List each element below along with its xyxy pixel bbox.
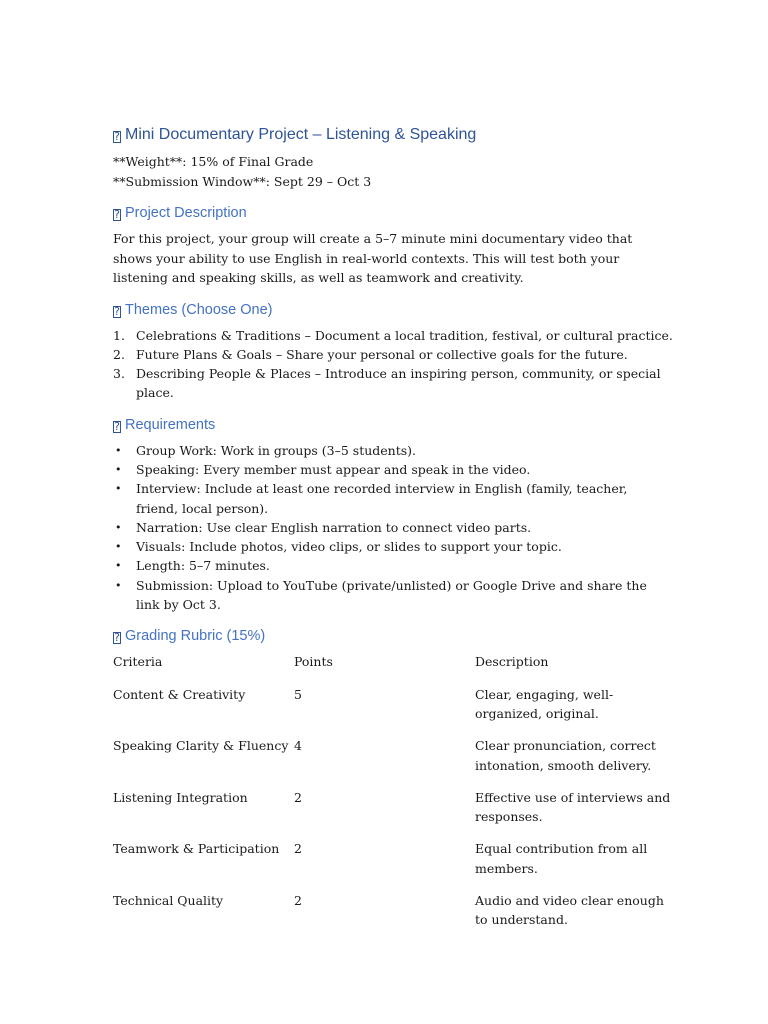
requirements-heading-text: Requirements bbox=[125, 416, 216, 433]
document-title-text: Mini Documentary Project – Listening & Speaking bbox=[125, 126, 477, 143]
list-item bbox=[113, 556, 673, 575]
themes-heading-text: Themes (Choose One) bbox=[125, 301, 273, 318]
list-item-text: Visuals: Include photos, video clips, or slides to support your topic. bbox=[136, 539, 562, 555]
grading-rubric-heading bbox=[113, 626, 673, 646]
list-item bbox=[113, 479, 673, 518]
list-item bbox=[113, 537, 673, 556]
document-page bbox=[113, 124, 673, 943]
list-item bbox=[113, 576, 673, 615]
table-row bbox=[113, 891, 673, 943]
list-number: 1. bbox=[113, 327, 125, 343]
missing-emoji-icon: ? bbox=[114, 631, 120, 645]
list-item-text: Narration: Use clear English narration to connect video parts. bbox=[136, 519, 532, 535]
missing-emoji-icon: ? bbox=[114, 208, 120, 221]
table-header-row bbox=[113, 652, 673, 684]
list-item bbox=[113, 460, 673, 479]
table-row bbox=[113, 839, 673, 891]
list-item-text: Celebrations & Traditions – Document a local tradition, festival, or cultural practice. bbox=[136, 327, 673, 343]
description-cell: Effective use of interviews and responses. bbox=[475, 789, 671, 825]
list-item-text: Interview: Include at least one recorded interview in English (family, teacher, friend, local person). bbox=[136, 481, 628, 516]
list-item-text: Describing People & Places – Introduce an inspiring person, community, or special place. bbox=[136, 366, 661, 401]
list-item-text: Submission: Upload to YouTube (private/unlisted) or Google Drive and share the link by Oct 3. bbox=[136, 577, 647, 613]
table-row bbox=[113, 736, 673, 788]
list-item bbox=[113, 441, 673, 460]
points-cell: 4 bbox=[294, 738, 302, 754]
list-number: 2. bbox=[113, 346, 125, 362]
bullet-icon: • bbox=[115, 520, 122, 534]
points-cell: 2 bbox=[294, 893, 302, 909]
list-item-text: Speaking: Every member must appear and speak in the video. bbox=[136, 461, 531, 477]
list-item bbox=[113, 518, 673, 537]
points-cell: 5 bbox=[294, 686, 302, 702]
description-cell: Clear, engaging, well-organized, original. bbox=[475, 686, 614, 721]
list-number: 3. bbox=[113, 366, 125, 382]
column-header-description: Description bbox=[475, 654, 549, 670]
list-item-text: Length: 5–7 minutes. bbox=[136, 558, 270, 574]
bullet-icon: • bbox=[115, 462, 122, 476]
list-item-text: Group Work: Work in groups (3–5 students). bbox=[136, 442, 417, 458]
bullet-icon: • bbox=[115, 482, 122, 496]
grading-rubric-heading-text: Grading Rubric (15%) bbox=[125, 628, 266, 645]
description-cell: Clear pronunciation, correct intonation, smooth delivery. bbox=[475, 738, 656, 773]
bullet-icon: • bbox=[115, 578, 122, 592]
description-cell: Audio and video clear enough to understand. bbox=[475, 893, 664, 928]
missing-emoji-icon: ? bbox=[114, 304, 120, 318]
criteria-cell: Teamwork & Participation bbox=[113, 841, 280, 857]
list-item bbox=[113, 345, 673, 364]
missing-emoji-icon: ? bbox=[114, 419, 120, 433]
requirements-heading bbox=[113, 415, 673, 435]
requirements-list bbox=[113, 441, 673, 615]
description-cell: Equal contribution from all members. bbox=[475, 841, 648, 876]
points-cell: 2 bbox=[294, 789, 302, 805]
missing-emoji-icon: ? bbox=[114, 130, 120, 143]
grading-rubric-table bbox=[113, 652, 673, 942]
weight-line: **Weight**: 15% of Final Grade bbox=[113, 154, 314, 169]
criteria-cell: Content & Creativity bbox=[113, 686, 246, 702]
project-description-heading bbox=[113, 203, 673, 223]
table-row bbox=[113, 788, 673, 840]
column-header-points: Points bbox=[294, 654, 333, 670]
bullet-icon: • bbox=[115, 559, 122, 573]
project-description-heading-text: Project Description bbox=[125, 205, 247, 221]
bullet-icon: • bbox=[115, 540, 122, 554]
themes-list bbox=[113, 326, 673, 403]
list-item bbox=[113, 364, 673, 403]
themes-heading bbox=[113, 300, 673, 320]
table-row bbox=[113, 685, 673, 737]
project-description-body: For this project, your group will create a 5–7 minute mini documentary video that shows your ability to use English in real-world contexts. This will test both your listening and speaking skills, as well as teamwork and creativity. bbox=[113, 231, 633, 285]
criteria-cell: Technical Quality bbox=[113, 893, 224, 909]
submission-window-line: **Submission Window**: Sept 29 – Oct 3 bbox=[113, 173, 372, 189]
points-cell: 2 bbox=[294, 841, 302, 857]
list-item bbox=[113, 326, 673, 345]
list-item-text: Future Plans & Goals – Share your personal or collective goals for the future. bbox=[136, 346, 628, 362]
document-title bbox=[113, 124, 673, 146]
bullet-icon: • bbox=[115, 443, 122, 457]
criteria-cell: Speaking Clarity & Fluency bbox=[113, 738, 289, 754]
column-header-criteria: Criteria bbox=[113, 654, 163, 670]
criteria-cell: Listening Integration bbox=[113, 789, 248, 805]
